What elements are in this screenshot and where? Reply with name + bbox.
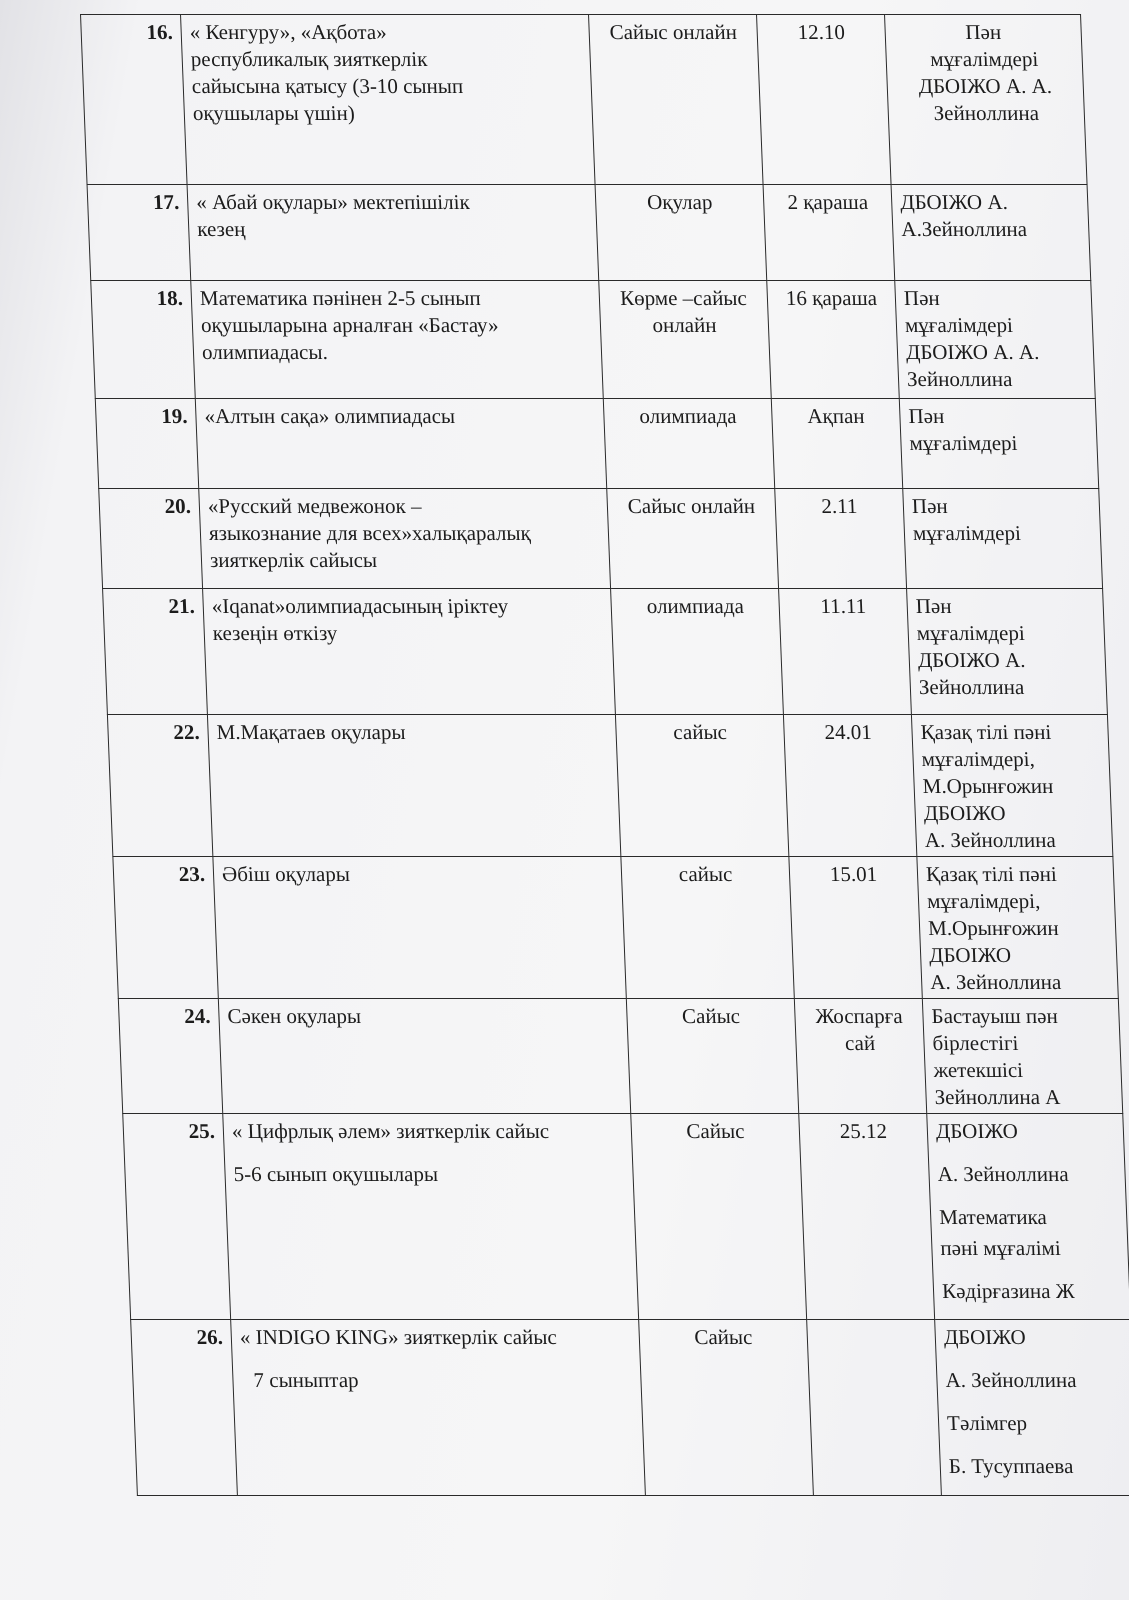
event-name: « Цифрлық әлем» зияткерлік сайыс 5-6 сынып оқушылары [223,1114,639,1320]
event-form: Сайыс [631,1114,807,1320]
table-row [107,715,1112,857]
table-row [95,399,1098,489]
responsible: Бастауыш пән бірлестігі жетекшісі Зейноллина А [922,999,1122,1114]
event-form: Сайыс [626,999,798,1114]
row-number: 18. [91,281,196,399]
table-row [118,999,1122,1114]
event-form: олимпиада [611,589,784,715]
event-form: Сайыс онлайн [607,489,779,589]
row-number: 16. [81,15,188,185]
event-date [807,1320,942,1496]
event-form: Сайыс [639,1320,814,1496]
table-row [91,281,1096,399]
table-row [113,857,1118,999]
responsible: ДБОІЖО А. Зейноллина Математика пәні мұғалімі Кәдірғазина Ж [927,1114,1129,1320]
event-name: «Iqanat»олимпиадасының іріктеу кезеңін өткізу [203,589,616,715]
event-date: 16 қараша [767,281,900,399]
table-row [81,15,1088,185]
row-number: 19. [95,399,198,489]
event-date: Жоспарға сай [794,999,926,1114]
event-name: Сәкен оқулары [218,999,630,1114]
table-row [123,1114,1129,1320]
row-number: 26. [131,1320,238,1496]
events-table [80,14,1129,1496]
row-number: 17. [87,185,191,281]
responsible: Қазақ тілі пәні мұғалімдері, М.Орынғожин ДБОІЖО А. Зейноллина [917,857,1118,999]
responsible: ДБОІЖО А. Зейноллина Тәлімгер Б. Тусуппаева [935,1320,1129,1496]
row-number: 20. [99,489,203,589]
responsible: Пән мұғалімдері ДБОІЖО А. Зейноллина [907,589,1108,715]
row-number: 25. [123,1114,231,1320]
row-number: 22. [107,715,212,857]
event-name: Әбіш оқулары [213,857,626,999]
event-name: М.Мақатаев оқулары [207,715,620,857]
event-name: « Абай оқулары» мектепішілік кезең [187,185,599,281]
row-number: 23. [113,857,218,999]
event-date: 25.12 [799,1114,935,1320]
event-form: сайыс [621,857,794,999]
responsible: Пән мұғалімдері [899,399,1098,489]
event-date: 24.01 [783,715,916,857]
responsible: Пән мұғалімдері [903,489,1103,589]
responsible: Пән мұғалімдері ДБОІЖО А. А. Зейноллина [885,15,1088,185]
event-name: «Алтын сақа» олимпиадасы [195,399,606,489]
event-name: « INDIGO KING» зияткерлік сайыс 7 сыныптар [231,1320,646,1496]
event-name: « Кенгуру», «Ақбота» республикалық зияткерлік сайысына қатысу (3-10 сынып оқушылары үшін) [181,15,596,185]
event-form: олимпиада [603,399,774,489]
event-date: 11.11 [779,589,912,715]
event-date: 15.01 [789,857,922,999]
event-form: сайыс [615,715,788,857]
responsible: Қазақ тілі пәні мұғалімдері, М.Орынғожин ДБОІЖО А. Зейноллина [911,715,1112,857]
responsible: ДБОІЖО А. А.Зейноллина [891,185,1091,281]
event-name: Математика пәнінен 2-5 сынып оқушыларына арналған «Бастау» олимпиадасы. [191,281,604,399]
table-row [131,1320,1129,1496]
event-form: Оқулар [595,185,767,281]
event-name: «Русский медвежонок – языкознание для всех»халықаралық зияткерлік сайысы [199,489,611,589]
table-row [99,489,1103,589]
event-form: Сайыс онлайн [589,15,764,185]
responsible: Пән мұғалімдері ДБОІЖО А. А. Зейноллина [895,281,1096,399]
event-date: 2.11 [775,489,907,589]
table-row [103,589,1108,715]
row-number: 24. [118,999,222,1114]
event-date: Ақпан [771,399,902,489]
event-form: Көрме –сайыс онлайн [599,281,772,399]
event-date: 2 қараша [763,185,895,281]
row-number: 21. [103,589,208,715]
table-row [87,185,1091,281]
event-date: 12.10 [757,15,892,185]
